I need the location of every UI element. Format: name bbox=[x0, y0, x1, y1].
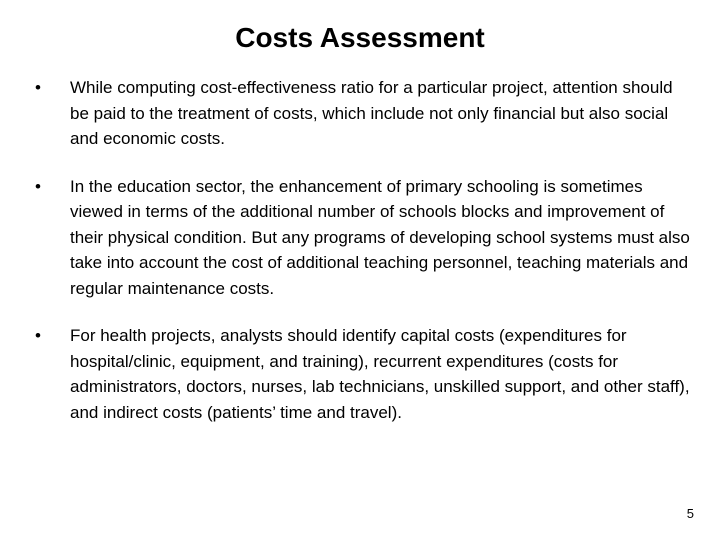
bullet-text: While computing cost-effectiveness ratio for a particular project, attention should be paid to the treatment of costs, which include not only financial but also social and economic costs. bbox=[70, 78, 673, 148]
bullet-text: For health projects, analysts should identify capital costs (expenditures for hospital/clinic, equipment, and training), recurrent expenditures (costs for administrators, doctors, nurses, lab technicians, unskilled support, and other staff), and indirect costs (patients’ time and travel). bbox=[70, 326, 690, 422]
page-number: 5 bbox=[686, 506, 694, 521]
bullet-item bbox=[30, 323, 695, 425]
bullet-dot-icon: • bbox=[35, 176, 41, 196]
bullet-item bbox=[30, 174, 695, 302]
bullet-text: In the education sector, the enhancement of primary schooling is sometimes viewed in terms of the additional number of schools blocks and improvement of their physical condition. But any programs of developing school systems must also take into account the cost of additional teaching personnel, teaching materials and regular maintenance costs. bbox=[70, 176, 690, 298]
bullet-list bbox=[30, 75, 695, 447]
slide-title: Costs Assessment bbox=[235, 22, 485, 53]
bullet-item bbox=[30, 75, 695, 152]
bullet-dot-icon: • bbox=[35, 78, 41, 97]
bullet-dot-icon: • bbox=[35, 326, 41, 345]
